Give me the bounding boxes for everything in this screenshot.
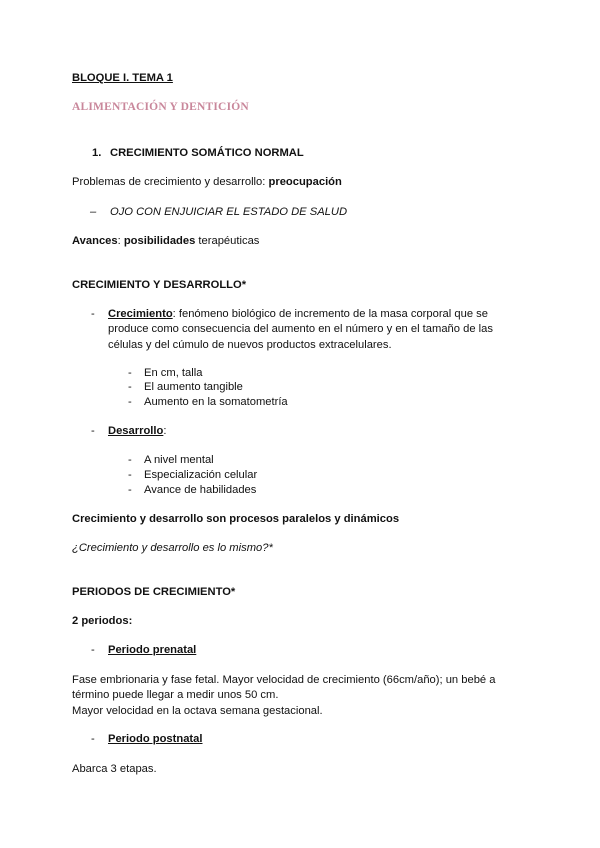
development-term: Desarrollo [108,425,164,437]
growth-dash: - [91,308,95,320]
growth-item-dash: - [128,367,132,379]
prenatal-text-line: Fase embrionaria y fase fetal. Mayor velocidad de crecimiento (66cm/año); un bebé a [72,674,496,686]
section-title-growth-normal: CRECIMIENTO SOMÁTICO NORMAL [110,147,304,159]
advances-label: Avances [72,235,118,247]
postnatal-title: Periodo postnatal [108,733,203,745]
growth-def-1: : fenómeno biológico de incremento de la masa corporal que se [172,308,488,320]
growth-development-statement: Crecimiento y desarrollo son procesos paralelos y dinámicos [72,513,400,525]
growth-definition [108,307,548,353]
development-item-dash: - [128,469,132,481]
prenatal-title: Periodo prenatal [108,644,197,656]
postnatal-dash: - [91,733,95,745]
development-item: Especialización celular [144,469,258,481]
growth-item-dash: - [128,396,132,408]
block-title: BLOQUE I. TEMA 1 [72,72,173,84]
development-item: A nivel mental [144,454,214,466]
prenatal-text-line: término puede llegar a medir unos 50 cm. [72,689,279,702]
development-line [108,425,166,437]
prenatal-description [72,673,542,719]
prenatal-dash: - [91,644,95,656]
section-title-growth-development: CRECIMIENTO Y DESARROLLO* [72,279,247,291]
growth-item: En cm, talla [144,367,203,379]
advances-line [72,235,259,247]
periods-count: 2 periodos: [72,615,133,627]
section-number: 1. [92,147,102,159]
development-dash: - [91,425,95,437]
growth-item: Aumento en la somatometría [144,396,288,408]
advances-bold: posibilidades [123,235,196,247]
topic-subtitle: ALIMENTACIÓN Y DENTICIÓN [72,101,249,113]
growth-item-dash: - [128,381,132,393]
problems-prefix: Problemas de crecimiento y desarrollo: [72,176,269,188]
development-item: Avance de habilidades [144,484,257,496]
postnatal-text: Abarca 3 etapas. [72,763,157,775]
problems-line [72,176,342,188]
problems-bold: preocupación [268,176,342,188]
advances-colon: : [117,235,124,247]
growth-term: Crecimiento [108,308,173,320]
warning-text: OJO CON ENJUICIAR EL ESTADO DE SALUD [110,206,348,218]
warning-dash: – [90,206,97,218]
prenatal-text-line: Mayor velocidad en la octava semana gestacional. [72,704,323,717]
advances-rest: terapéuticas [195,235,260,247]
development-item-dash: - [128,484,132,496]
growth-def-2: produce como consecuencia del aumento en el número y en el tamaño de las [108,323,493,336]
growth-development-question: ¿Crecimiento y desarrollo es lo mismo?* [72,542,273,554]
development-colon: : [163,425,167,437]
development-item-dash: - [128,454,132,466]
growth-def-3: células y del cúmulo de nuevos productos extracelulares. [108,338,392,351]
section-title-growth-periods: PERIODOS DE CRECIMIENTO* [72,586,236,598]
growth-item: El aumento tangible [144,381,243,393]
